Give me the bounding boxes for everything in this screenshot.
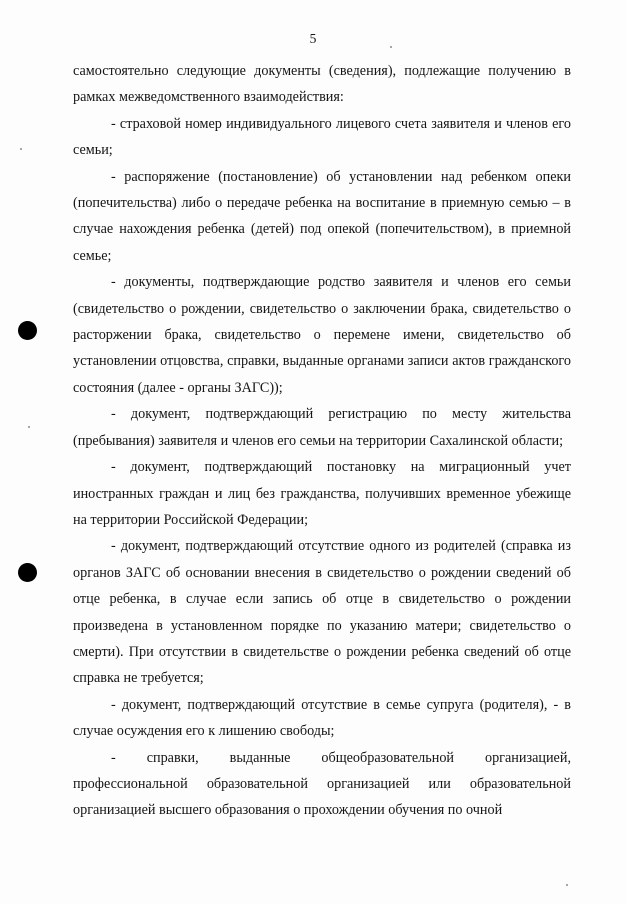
scan-speck xyxy=(28,426,30,428)
document-body xyxy=(73,58,571,824)
paragraph-snils: - страховой номер индивидуального лицевого счета заявителя и членов его семьи; xyxy=(73,115,571,159)
page-number: 5 xyxy=(309,31,317,46)
scan-speck xyxy=(20,148,22,150)
scan-speck xyxy=(390,46,392,48)
paragraph-imprisonment: - документ, подтверждающий отсутствие в семье супруга (родителя), - в случае осуждения его к лишению свободы; xyxy=(73,696,571,740)
paragraph-registration: - документ, подтверждающий регистрацию по месту жительства (пребывания) заявителя и членов его семьи на территории Сахалинской области; xyxy=(73,406,571,449)
paragraph-migration: - документ, подтверждающий постановку на миграционный учет иностранных граждан и лиц без гражданства, получивших временное убежище на территории Российской Федерации; xyxy=(73,459,571,528)
punch-hole xyxy=(18,563,37,582)
paragraph-kinship-documents: - документы, подтверждающие родство заявителя и членов его семьи (свидетельство о рождении, свидетельство о заключении брака, свидетельство о расторжении брака, свидетельство о перемене имени, свидетельство об установлении отцовства, справки, выданные органами записи актов гражданского состояния (далее - органы ЗАГС)); xyxy=(73,274,571,396)
paragraph-absent-parent: - документ, подтверждающий отсутствие одного из родителей (справка из органов ЗАГС об основании внесения в свидетельство о рождении сведений об отце ребенка, в случае если запись об отце в свидетельство о рождении произведена в установленном порядке по указанию матери; свидетельство о смерти). При отсутствии в свидетельстве о рождении ребенка сведений об отце справка не требуется; xyxy=(73,538,571,687)
scan-speck xyxy=(566,884,568,886)
paragraph-intro: самостоятельно следующие документы (сведения), подлежащие получению в рамках межведомственного взаимодействия: xyxy=(73,63,571,106)
punch-hole xyxy=(18,321,37,340)
paragraph-guardianship: - распоряжение (постановление) об установлении над ребенком опеки (попечительства) либо о передаче ребенка на воспитание в приемную семью – в случае нахождения ребенка (детей) под опекой (попечительством), в приемной семье; xyxy=(73,168,571,264)
paragraph-education-certificates: - справки, выданные общеобразовательной организацией, профессиональной образовательной организацией или образовательной организацией высшего образования о прохождении обучения по очной xyxy=(73,749,571,819)
